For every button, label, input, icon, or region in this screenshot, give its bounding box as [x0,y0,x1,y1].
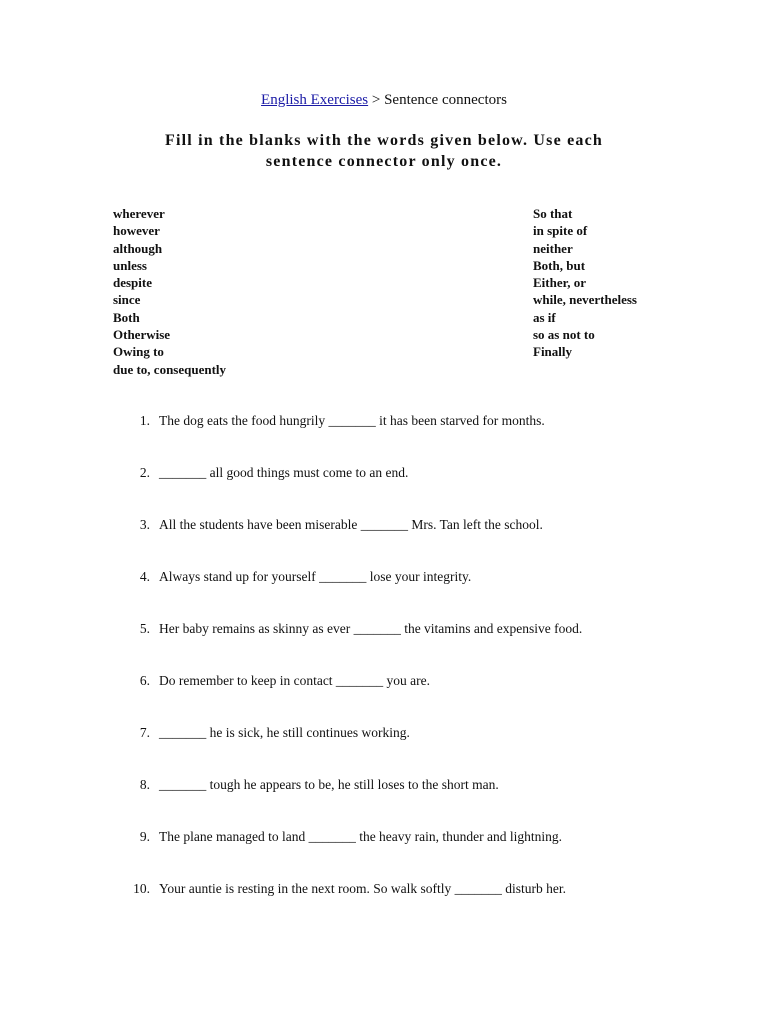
word-bank-item: Both, but [533,257,586,273]
word-bank-item: since [113,292,141,308]
instructions-line-1: Fill in the blanks with the words given below. Use each [164,132,604,149]
question-text: _______ tough he appears to be, he still loses to the short man. [159,777,499,792]
word-bank-item: due to, consequently [113,361,227,377]
breadcrumb-separator: > [368,92,385,108]
word-bank-item: however [113,223,160,239]
question-number: 6. [139,673,150,688]
question-number: 2. [139,465,150,480]
question-text: Your auntie is resting in the next room. So walk softly _______ disturb her. [159,881,566,896]
word-bank-item: so as not to [533,327,595,343]
word-bank-item: despite [113,275,152,291]
question-text: The plane managed to land _______ the heavy rain, thunder and lightning. [159,829,563,844]
breadcrumb [0,90,768,110]
question-number: 5. [139,621,150,636]
question-number: 10. [133,881,150,896]
question-text: _______ he is sick, he still continues working. [159,725,410,740]
word-bank-item: although [113,240,163,256]
question-number: 4. [139,569,150,584]
question-number: 7. [139,725,150,740]
word-bank-item: Owing to [113,344,164,360]
question-text: Always stand up for yourself _______ lose your integrity. [159,569,472,584]
question-number: 1. [139,413,150,428]
question-text: Her baby remains as skinny as ever _______ the vitamins and expensive food. [159,621,583,636]
word-bank-left [113,205,226,378]
question-text: The dog eats the food hungrily _______ it has been starved for months. [159,413,545,428]
word-bank-item: in spite of [533,223,588,239]
question-text: _______ all good things must come to an end. [159,465,409,480]
question-text: Do remember to keep in contact _______ you are. [159,673,431,688]
english-exercises-link[interactable]: English Exercises [261,92,369,108]
word-bank-item: Both [113,309,140,325]
word-bank-item: So that [533,206,573,221]
word-bank-item: wherever [113,206,165,221]
word-bank-item: Finally [533,344,573,360]
instructions [120,130,648,172]
word-bank-item: Otherwise [113,327,171,343]
breadcrumb-current: Sentence connectors [384,92,507,108]
word-bank-item: Either, or [533,275,586,291]
question-number: 9. [139,829,150,844]
question-text: All the students have been miserable _______ Mrs. Tan left the school. [159,517,543,532]
word-bank-item: as if [533,309,556,325]
word-bank-right [533,205,637,361]
word-bank-item: unless [113,257,147,273]
instructions-line-2: sentence connector only once. [265,153,503,170]
question-number: 8. [139,777,150,792]
word-bank-item: while, nevertheless [533,292,637,308]
question-number: 3. [139,517,150,532]
word-bank-item: neither [533,240,573,256]
